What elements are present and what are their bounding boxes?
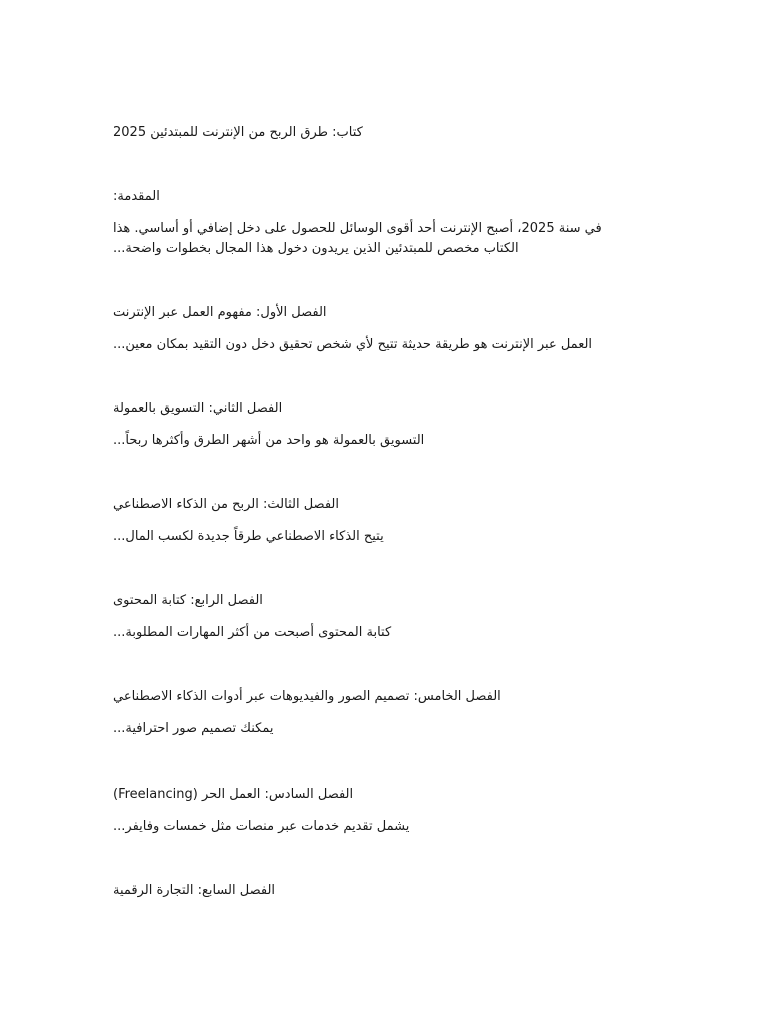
chapter-2-heading: الفصل الثاني: التسويق بالعمولة [113,401,283,416]
chapter-1-body: العمل عبر الإنترنت هو طريقة حديثة تتيح لأي شخص تحقيق دخل دون التقيد بمكان معين... [113,337,593,352]
chapter-6-heading: الفصل السادس: العمل الحر (Freelancing) [113,787,354,802]
intro-line-1: في سنة 2025، أصبح الإنترنت أحد أقوى الوسائل للحصول على دخل إضافي أو أساسي. هذا [113,221,602,236]
chapter-3-body: يتيح الذكاء الاصطناعي طرقاً جديدة لكسب المال... [113,529,384,544]
chapter-5-heading: الفصل الخامس: تصميم الصور والفيديوهات عبر أدوات الذكاء الاصطناعي [113,689,501,704]
chapter-2-body: التسويق بالعمولة هو واحد من أشهر الطرق وأكثرها ربحاً... [113,433,425,448]
chapter-5-body: يمكنك تصميم صور احترافية... [113,721,274,736]
intro-line-2: الكتاب مخصص للمبتدئين الذين يريدون دخول هذا المجال بخطوات واضحة... [113,241,519,256]
document-title: كتاب: طرق الربح من الإنترنت للمبتدئين 2025 [113,125,363,140]
intro-paragraph [113,219,643,259]
intro-heading: المقدمة: [113,189,160,204]
chapter-7-heading: الفصل السابع: التجارة الرقمية [113,883,276,898]
chapter-4-body: كتابة المحتوى أصبحت من أكثر المهارات المطلوبة... [113,625,392,640]
chapter-3-heading: الفصل الثالث: الربح من الذكاء الاصطناعي [113,497,339,512]
chapter-6-body: يشمل تقديم خدمات عبر منصات مثل خمسات وفايفر... [113,819,410,834]
chapter-1-heading: الفصل الأول: مفهوم العمل عبر الإنترنت [113,305,327,320]
chapter-4-heading: الفصل الرابع: كتابة المحتوى [113,593,263,608]
